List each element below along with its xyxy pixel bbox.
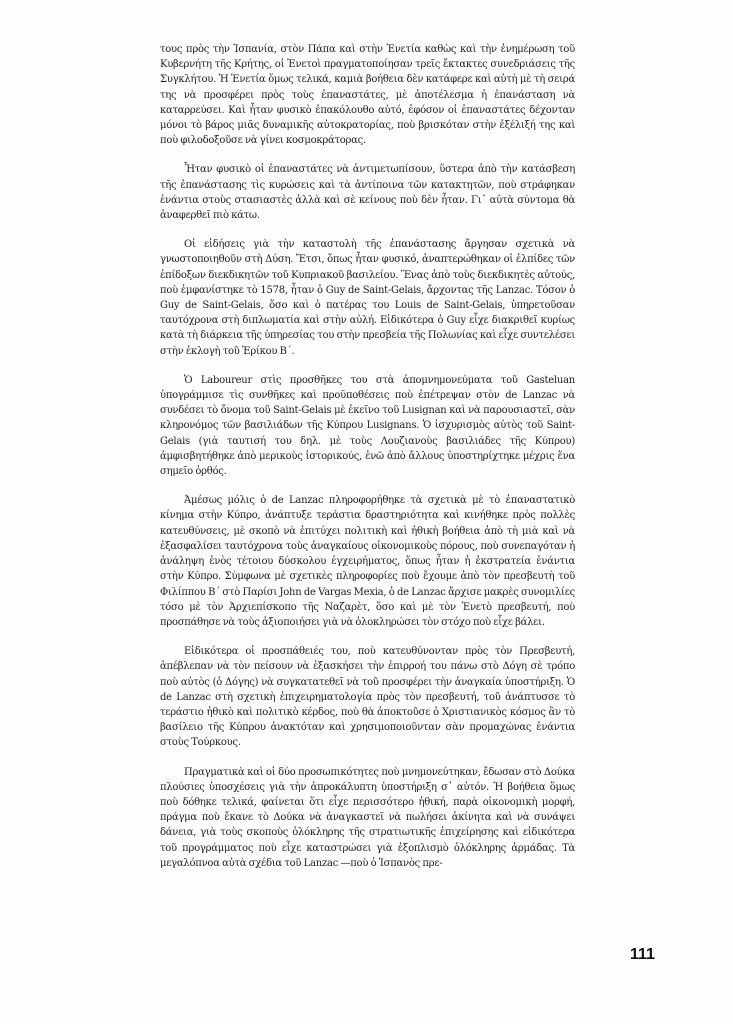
page-number: 111 bbox=[630, 946, 655, 963]
paragraph-4: Ὁ Laboureur στὶς προσθῆκες του στὰ ἀπομνημονεύματα τοῦ Gasteluan ὑπογράμμισε τὶς συνθῆκες καὶ προϋποθέσεις ποὺ ἐπέτρεψαν στὸν de Lanzac νὰ συνδέσει τὸ ὄνομα τοῦ Saint-Gelais μὲ ἐκεῖνο τοῦ Lusignan καὶ νὰ παρουσιαστεῖ, σὰν κληρονόμος τῶν βασιλιάδων τῆς Κύπρου Lusignans. Ὁ ἰσχυρισμὸς αὐτὸς τοῦ Saint-Gelais (γιὰ ταυτισή του δηλ. μὲ τοὺς Λουζιανοὺς βασιλιάδες τῆς Κύπρου) ἀμφισβητήθηκε ἀπὸ μερικοὺς ἱστορικούς, ἐνῶ ἀπὸ ἄλλους ὑποστηρίχτηκε μέχρις ἕνα σημεῖο ὀρθός. bbox=[160, 374, 575, 478]
paragraph-1: τους πρὸς τὴν Ἱσπανία, στὸν Πάπα καὶ στὴν Ἐνετία καθὼς καὶ τὴν ἐνημέρωση τοῦ Κυβερνήτη τῆς Κρήτης, οἱ Ἐνετοὶ πραγματοποίησαν τρεῖς ἔκτακτες συνεδριάσεις τῆς Συγκλήτου. Ἡ Ἐνετία ὅμως τελικά, καμιὰ βοήθεια δὲν κατάφερε καὶ αὐτὴ μὲ τὴ σειρά της νὰ προσφέρει πρὸς τοὺς ἐπαναστάτες, μὲ ἀποτέλεσμα ἡ ἐπανάσταση νὰ καταρρεύσει. Καὶ ἦταν φυσικὸ ἐπακόλουθο αὐτό, ἐφόσον οἱ ἐπαναστάτες δέχονταν μόνοι τὸ βάρος μιᾶς δυναμικῆς αὐτοκρατορίας, ποὺ βρισκόταν στὴν ἐξέλιξή της καὶ ποὺ φιλοδοξοῦσε νὰ γίνει κοσμοκράτορας. bbox=[160, 44, 575, 147]
paragraph-3: Οἱ εἰδήσεις γιὰ τὴν καταστολὴ τῆς ἐπανάστασης ἄργησαν σχετικὰ νὰ γνωστοποιηθοῦν στὴ Δύση. Ἔτσι, ὅπως ἦταν φυσικό, ἀναπτερώθηκαν οἱ ἐλπίδες τῶν ἐπίδοξων διεκδικητῶν τοῦ Κυπριακοῦ βασιλείου. Ἕνας ἀπὸ τοὺς διεκδικητὲς αὐτούς, ποὺ ἐμφανίστηκε τὸ 1578, ἦταν ὁ Guy de Saint-Gelais, ἄρχοντας τῆς Lanzac. Τόσον ὁ Guy de Saint-Gelais, ὅσο καὶ ὁ πατέρας του Louis de Saint-Gelais, ὑπηρετοῦσαν ταυτόχρονα στὴ διπλωματία καὶ στὴν αὐλή. Εἰδικότερα ὁ Guy εἶχε διακριθεῖ κυρίως κατὰ τὴ διάρκεια τῆς ὑπηρεσίας του στὴν πρεσβεία τῆς Πολωνίας καὶ εἶχε συντελέσει στὴν ἐκλογὴ τοῦ Ἐρίκου Β΄. bbox=[160, 239, 575, 357]
paragraph-2: Ἦταν φυσικὸ οἱ ἐπαναστάτες νὰ ἀντιμετωπίσουν, ὕστερα ἀπὸ τὴν κατάσβεση τῆς ἐπανάστασης τὶς κυρώσεις καὶ τὰ ἀντίποινα τῶν κατακτητῶν, ποὺ στράφηκαν ἐνάντια στοὺς στασιαστὲς ἀλλὰ καὶ σὲ κείνους ποὺ δὲν ἦταν. Γι᾿ αὐτὰ σύντομα θὰ ἀναφερθεῖ πιὸ κάτω. bbox=[160, 164, 575, 222]
paragraph-7: Πραγματικὰ καὶ οἱ δύο προσωπικότητες ποὺ μνημονεύτηκαν, ἔδωσαν στὸ Δούκα πλούσιες ὑποσχέσεις γιὰ τὴν ἀπροκάλυπτη ὑποστήριξη σ᾿ αὐτόν. Ἡ βοήθεια ὅμως ποὺ δόθηκε τελικά, φαίνεται ὅτι εἶχε περισσότερο ἠθική, παρὰ οἰκονομικὴ μορφή, πράγμα ποὺ ἔκανε τὸ Δούκα νὰ ἀναγκαστεῖ νὰ πωλήσει ἀκίνητα καὶ νὰ συνάψει δάνεια, γιὰ τοὺς σκοποὺς ὁλόκληρης τῆς στρατιωτικῆς ἐπιχείρησης καὶ εἰδικότερα τοῦ προγράμματος ποὺ εἶχε καταστρώσει γιὰ ἐξοπλισμὸ ὁλόκληρης ἀρμάδας. Τὰ μεγαλόπνοα αὐτὰ σχέδια τοῦ Lanzac —ποὺ ὁ Ἱσπανὸς πρε- bbox=[160, 766, 575, 869]
paragraph-6: Εἰδικότερα οἱ προσπάθειές του, ποὺ κατευθύνονταν πρὸς τὸν Πρεσβευτή, ἀπέβλεπαν νὰ τὸν πείσουν νὰ ἐξασκήσει τὴν ἐπιρροή του πάνω στὸ Δόγη σὲ τρόπο ποὺ αὐτὸς (ὁ Δόγης) νὰ συγκατατεθεῖ νὰ τοῦ προσφέρει τὴν ἀναγκαία ὑποστήριξη. Ὁ de Lanzac στὴ σχετικὴ ἐπιχειρηματολογία πρὸς τὸν πρεσβευτή, τοῦ ἀνάπτυσσε τὸ τεράστιο ἠθικὸ καὶ πολιτικὸ κέρδος, ποὺ θὰ ἀποκτοῦσε ὁ Χριστιανικὸς κόσμος ἂν τὸ βασίλειο τῆς Κύπρου ἀνακτόταν καὶ χρησιμοποιοῦνταν σὰν προμαχώνας ἐνάντια στοὺς Τούρκους. bbox=[160, 646, 575, 749]
paragraph-5: Ἀμέσως μόλις ὁ de Lanzac πληροφορήθηκε τὰ σχετικὰ μὲ τὸ ἐπαναστατικὸ κίνημα στὴν Κύπρο, ἀνάπτυξε τεράστια δραστηριότητα καὶ κινήθηκε πρὸς πολλὲς κατευθύνσεις, μὲ σκοπὸ νὰ ἐπιτύχει πολιτικὴ καὶ ἠθικὴ βοήθεια ἀπὸ τὴ μιὰ καὶ νὰ ἐξασφαλίσει ταυτόχρονα τοὺς ἀναγκαίους οἰκονομικοὺς πόρους, ποὺ συνεπαγόταν ἡ ἀνάληψη ἑνὸς τέτοιου δύσκολου ἐγχειρήματος, ὅπως ἦταν ἡ ἐκστρατεία ἐνάντια στὴν Κύπρο. Σύμφωνα μὲ σχετικὲς πληροφορίες ποὺ ἔχουμε ἀπὸ τὸν πρεσβευτὴ τοῦ Φιλίππου Β΄ στὸ Παρίσι John de Vargas Mexia, ὁ de Lanzac ἄρχισε μακρὲς συνομιλίες τόσο μὲ τὸν Ἀρχιεπίσκοπο τῆς Ναζαρὲτ, ὅσο καὶ μὲ τὸν Ἐνετὸ πρεσβευτή, ποὺ προσπάθησε νὰ τοὺς ἀξιοποιήσει γιὰ νὰ ὁλοκληρώσει τὸν στόχο ποὺ εἶχε βάλει. bbox=[160, 495, 575, 628]
text-column bbox=[160, 42, 575, 885]
